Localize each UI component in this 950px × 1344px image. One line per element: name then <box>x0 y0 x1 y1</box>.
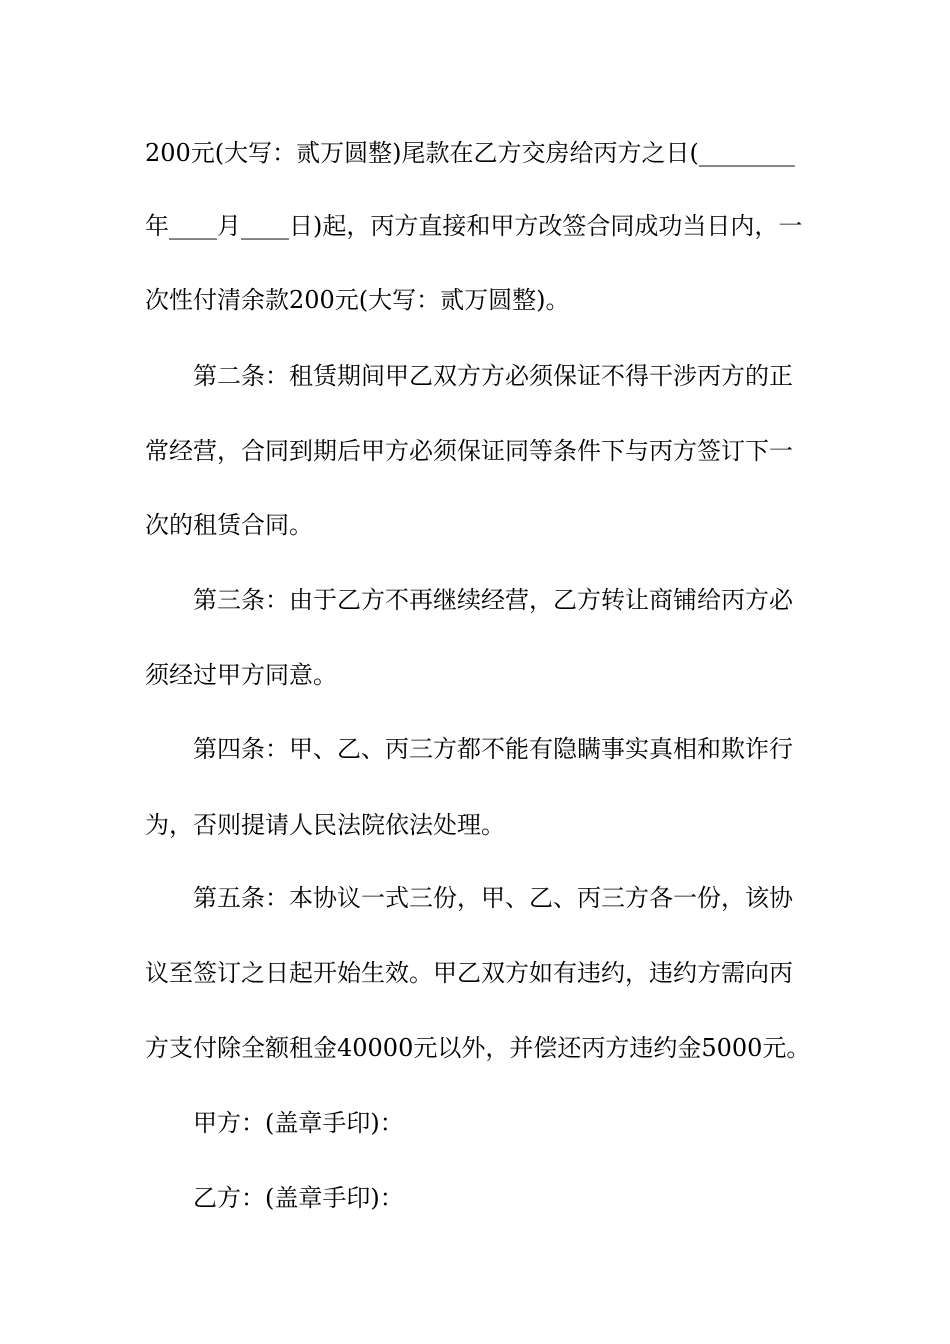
article-5-heading-line: 第五条：本协议一式三份，甲、乙、丙三方各一份，该协 <box>193 884 793 912</box>
text-line-8: 须经过甲方同意。 <box>145 661 337 689</box>
text-line-10: 为，否则提请人民法院依法处理。 <box>145 811 505 839</box>
article-3-heading-line: 第三条：由于乙方不再继续经营，乙方转让商铺给丙方必 <box>193 586 793 614</box>
party-a-signature-line: 甲方：(盖章手印)： <box>193 1109 404 1137</box>
text-line-3: 次性付清余款200元(大写：贰万圆整)。 <box>145 286 570 314</box>
text-line-5: 常经营，合同到期后甲方必须保证同等条件下与丙方签订下一 <box>145 437 793 465</box>
text-line-6: 次的租赁合同。 <box>145 511 313 539</box>
text-line-1: 200元(大写：贰万圆整)尾款在乙方交房给丙方之日(________ <box>145 139 795 167</box>
text-line-2: 年____月____日)起，丙方直接和甲方改签合同成功当日内，一 <box>145 212 803 240</box>
party-b-signature-line: 乙方：(盖章手印)： <box>193 1184 404 1212</box>
article-4-heading-line: 第四条：甲、乙、丙三方都不能有隐瞒事实真相和欺诈行 <box>193 735 793 763</box>
text-line-12: 议至签订之日起开始生效。甲乙双方如有违约，违约方需向丙 <box>145 959 793 987</box>
article-2-heading-line: 第二条：租赁期间甲乙双方方必须保证不得干涉丙方的正 <box>193 362 793 390</box>
text-line-13: 方支付除全额租金40000元以外，并偿还丙方违约金5000元。 <box>145 1034 811 1062</box>
